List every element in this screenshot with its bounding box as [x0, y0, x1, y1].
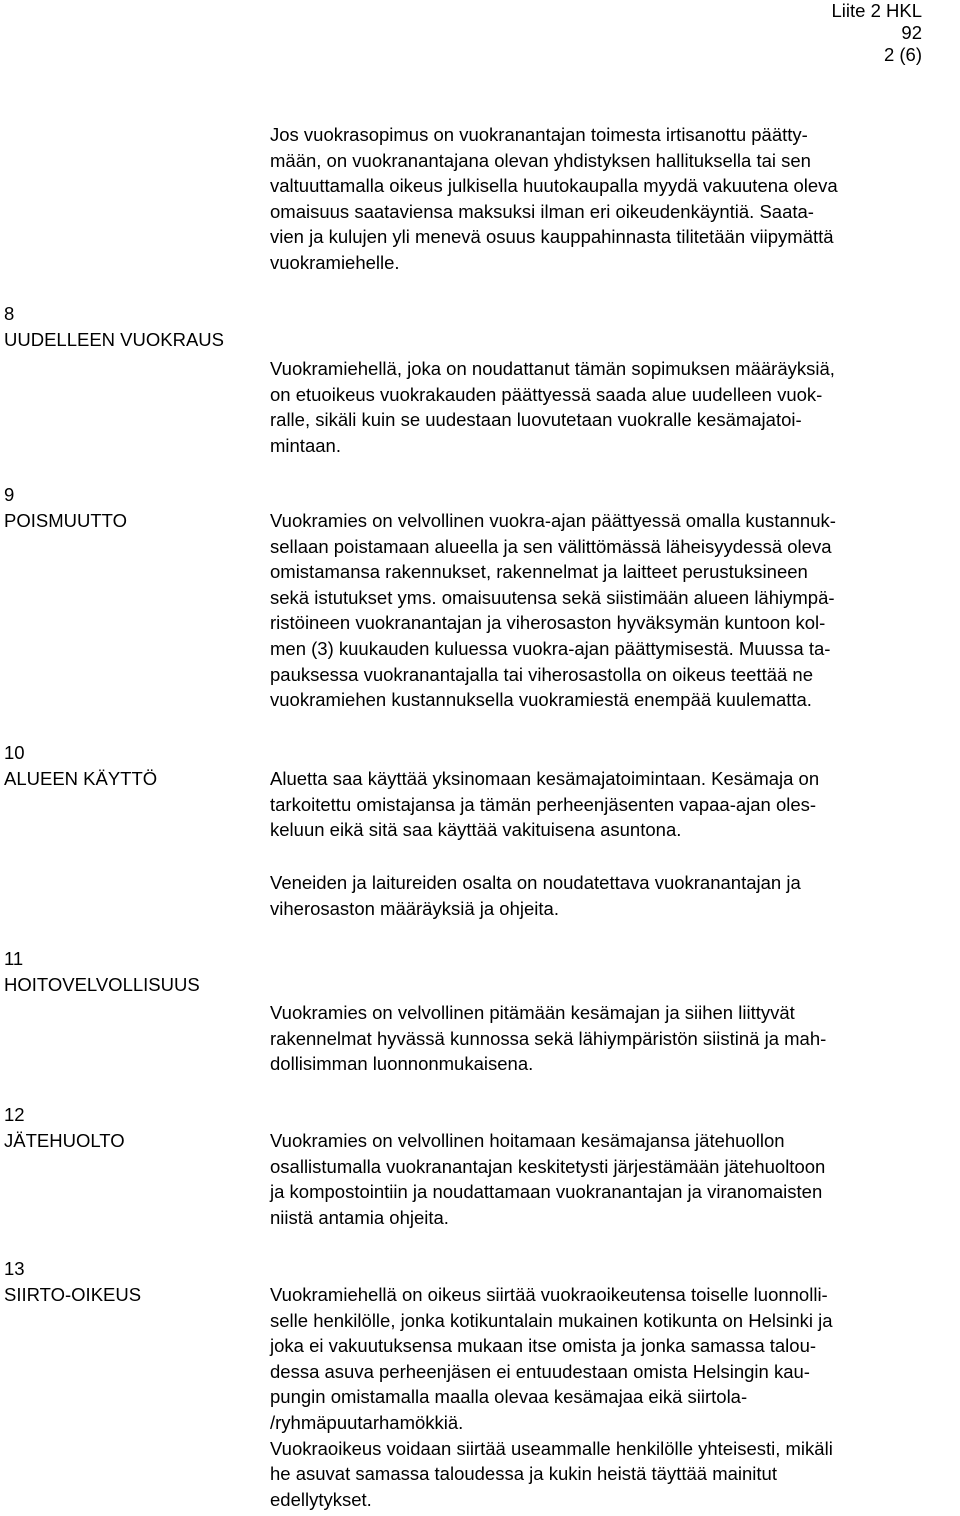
text-line: valtuuttamalla oikeus julkisella huutokaupalla myydä vakuutena oleva [270, 175, 838, 197]
section-title: POISMUUTTO [4, 509, 127, 531]
text-line: vuokramiehelle. [270, 251, 400, 273]
text-line: sellaan poistamaan alueella ja sen välittömässä läheisyydessä oleva [270, 535, 832, 557]
section-12-body [270, 1128, 960, 1230]
text-line: Vuokramiehellä on oikeus siirtää vuokraoikeutensa toiselle luonnolli- [270, 1284, 828, 1305]
text-line: on etuoikeus vuokrakauden päättyessä saada alue uudelleen vuok- [270, 383, 823, 405]
text-line: edellytykset. [270, 1488, 372, 1510]
text-line: Jos vuokrasopimus on vuokranantajan toimesta irtisanottu päätty- [270, 124, 808, 145]
page-header [832, 0, 923, 66]
section-number: 10 [4, 742, 25, 763]
section-number: 11 [4, 948, 24, 969]
section-number: 13 [4, 1258, 25, 1279]
text-line: /ryhmäpuutarhamökkiä. [270, 1411, 464, 1433]
text-line: Vuokraoikeus voidaan siirtää useammalle henkilölle yhteisesti, mikäli [270, 1437, 833, 1459]
text-line: ristöineen vuokranantajan ja viherosaston hyväksymän kuntoon kol- [270, 612, 826, 634]
text-line: viherosaston määräyksiä ja ohjeita. [270, 897, 559, 919]
section-number: 12 [4, 1104, 25, 1125]
section-9-body [270, 508, 960, 713]
text-line: mään, on vuokranantajana olevan yhdistyksen hallituksella tai sen [270, 149, 811, 171]
text-line: Vuokramiehellä, joka on noudattanut tämän sopimuksen määräyksiä, [270, 358, 835, 379]
section-11-heading [4, 946, 200, 997]
text-line: niistä antamia ohjeita. [270, 1206, 449, 1228]
text-line: keluun eikä sitä saa käyttää vakituisena asuntona. [270, 819, 682, 841]
text-line: men (3) kuukauden kuluessa vuokra-ajan päättymisestä. Muussa ta- [270, 637, 831, 659]
text-line: omaisuus saataviensa maksuksi ilman eri oikeudenkäyntiä. Saata- [270, 200, 814, 222]
text-line: pungin omistamalla maalla olevaa kesämajaa eikä siirtola- [270, 1386, 748, 1408]
section-title: JÄTEHUOLTO [4, 1129, 125, 1151]
section-13-body [270, 1282, 960, 1512]
section-10-body [270, 766, 960, 843]
text-line: Vuokramies on velvollinen hoitamaan kesämajansa jätehuollon [270, 1130, 785, 1151]
section-9-heading [4, 482, 127, 533]
text-line: Vuokramies on velvollinen vuokra-ajan päättyessä omalla kustannuk- [270, 510, 836, 531]
text-line: dollisimman luonnonmukaisena. [270, 1053, 534, 1075]
section-10-heading [4, 740, 157, 791]
section-number: 8 [4, 303, 15, 324]
text-line: ralle, sikäli kuin se uudestaan luovutetaan vuokralle kesämajatoi- [270, 409, 802, 431]
section-13-heading [4, 1256, 141, 1307]
text-line: selle henkilölle, jonka kotikuntalain mukainen kotikunta on Helsinki ja [270, 1309, 833, 1331]
reference-number: 92 [901, 22, 922, 43]
section-11-body [270, 1000, 960, 1077]
text-line: Aluetta saa käyttää yksinomaan kesämajatoimintaan. Kesämaja on [270, 768, 820, 789]
text-line: he asuvat samassa taloudessa ja kukin heistä täyttää mainitut [270, 1463, 777, 1485]
section-8-body [270, 356, 960, 458]
text-line: Vuokramies on velvollinen pitämään kesämajan ja siihen liittyvät [270, 1002, 795, 1023]
text-line: tarkoitettu omistajansa ja tämän perheenjäsenten vapaa-ajan oles- [270, 793, 817, 815]
text-line: joka ei vakuutuksensa mukaan itse omista ja jonka samassa talou- [270, 1335, 817, 1357]
text-line: mintaan. [270, 434, 341, 456]
attachment-label: Liite 2 HKL [831, 0, 922, 21]
text-line: vuokramiehen kustannuksella vuokramiestä enempää kuulematta. [270, 689, 812, 711]
text-line: Veneiden ja laitureiden osalta on noudatettava vuokranantajan ja [270, 872, 801, 893]
section-10-body-2 [270, 870, 960, 921]
section-8-heading [4, 301, 224, 352]
text-line: vien ja kulujen yli menevä osuus kauppahinnasta tilitetään viipymättä [270, 226, 834, 248]
text-line: rakennelmat hyvässä kunnossa sekä lähiympäristön siistinä ja mah- [270, 1027, 827, 1049]
section-title: UUDELLEEN VUOKRAUS [4, 328, 225, 350]
section-title: SIIRTO-OIKEUS [4, 1283, 142, 1305]
text-line: osallistumalla vuokranantajan keskitetysti järjestämään jätehuoltoon [270, 1155, 826, 1177]
text-line: pauksessa vuokranantajalla tai viherosastolla on oikeus teettää ne [270, 663, 814, 685]
section-number: 9 [4, 484, 15, 505]
page-number: 2 (6) [883, 44, 922, 65]
section-title: HOITOVELVOLLISUUS [4, 973, 200, 995]
text-line: dessa asuva perheenjäsen ei entuudestaan omista Helsingin kau- [270, 1360, 810, 1382]
text-line: omistamansa rakennukset, rakennelmat ja laitteet perustuksineen [270, 561, 808, 583]
section-title: ALUEEN KÄYTTÖ [4, 767, 158, 789]
text-line: ja kompostointiin ja noudattamaan vuokranantajan ja viranomaisten [270, 1181, 823, 1203]
section-12-heading [4, 1102, 125, 1153]
text-line: sekä istutukset yms. omaisuutensa sekä siistimään alueen lähiympä- [270, 586, 835, 608]
intro-paragraph [270, 122, 960, 276]
